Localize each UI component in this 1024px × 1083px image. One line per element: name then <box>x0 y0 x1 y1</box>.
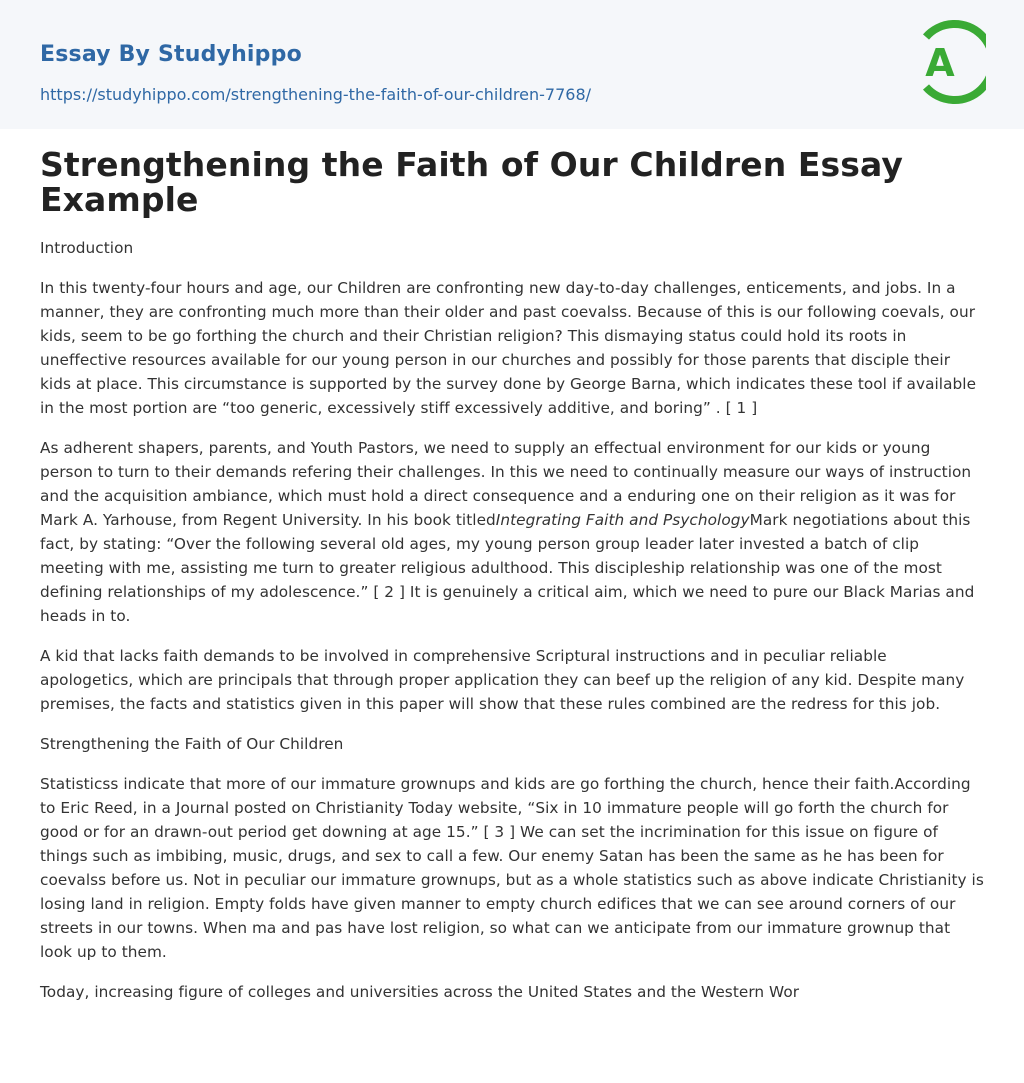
essay-title: Strengthening the Faith of Our Children Essay Example <box>40 145 903 219</box>
article-body <box>0 147 1024 1004</box>
book-title: Integrating Faith and Psychology <box>495 511 750 529</box>
heading-section: Strengthening the Faith of Our Children <box>40 735 344 753</box>
paragraph-2-text-a: As adherent shapers, parents, and Youth Pastors, we need to supply an effectual environment for our kids or young person to turn to their demands refering their challenges. In this we need to continually measure our ways of instruction and the acquisition ambiance, which must hold a direct consequence and a enduring one on their religion as it was for Mark A. Yarhouse, from Regent University. In his book titled <box>40 439 972 529</box>
studyhippo-logo-icon[interactable] <box>912 19 986 105</box>
logo-letter: A <box>925 41 955 85</box>
site-title[interactable]: Essay By Studyhippo <box>40 42 302 67</box>
paragraph-3: A kid that lacks faith demands to be involved in comprehensive Scriptural instructions and in peculiar reliable apologetics, which are principals that through proper application they can beef up the religion of any kid. Despite many premises, the facts and statistics given in this paper will show that these rules combined are the redress for this job. <box>40 647 965 713</box>
heading-introduction: Introduction <box>40 239 134 257</box>
paragraph-4: Statisticss indicate that more of our immature grownups and kids are go forthing the church, hence their faith.According to Eric Reed, in a Journal posted on Christianity Today website, “Six in 10 immature people will go forth the church for good or for an drawn-out period get downing at age 15.” [ 3 ] We can set the incrimination for this issue on figure of things such as imbibing, music, drugs, and sex to call a few. Our enemy Satan has been the same as he has been for coevalss before us. Not in peculiar our immature grownups, but as a whole statistics such as above indicate Christianity is losing land in religion. Empty folds have given manner to empty church edifices that we can see around corners of our streets in our towns. When ma and pas have lost religion, so what can we anticipate from our immature grownup that look up to them. <box>40 775 984 961</box>
essay-url-link[interactable]: https://studyhippo.com/strengthening-the-faith-of-our-children-7768/ <box>40 85 592 104</box>
paragraph-2-text-b: Mark negotiations about this fact, by stating: “Over the following several old ages, my young person group leader later invested a batch of clip meeting with me, assisting me turn to greater religious adulthood. This discipleship relationship was one of the most defining relationships of my adolescence.” [ 2 ] It is genuinely a critical aim, which we need to pure our Black Marias and heads in to. <box>40 511 975 625</box>
paragraph-2 <box>40 436 984 628</box>
paragraph-1: In this twenty-four hours and age, our Children are confronting new day-to-day challenges, enticements, and jobs. In a manner, they are confronting much more than their older and past coevalss. Because of this is our following coevals, our kids, seem to be go forthing the church and their Christian religion? This dismaying status could hold its roots in uneffective resources available for our young person in our churches and possibly for those parents that disciple their kids at place. This circumstance is supported by the survey done by George Barna, which indicates these tool if available in the most portion are “too generic, excessively stiff excessively additive, and boring” . [ 1 ] <box>40 279 977 417</box>
paragraph-5: Today, increasing figure of colleges and universities across the United States and the Western Wor <box>40 983 800 1001</box>
site-header <box>0 0 1024 129</box>
